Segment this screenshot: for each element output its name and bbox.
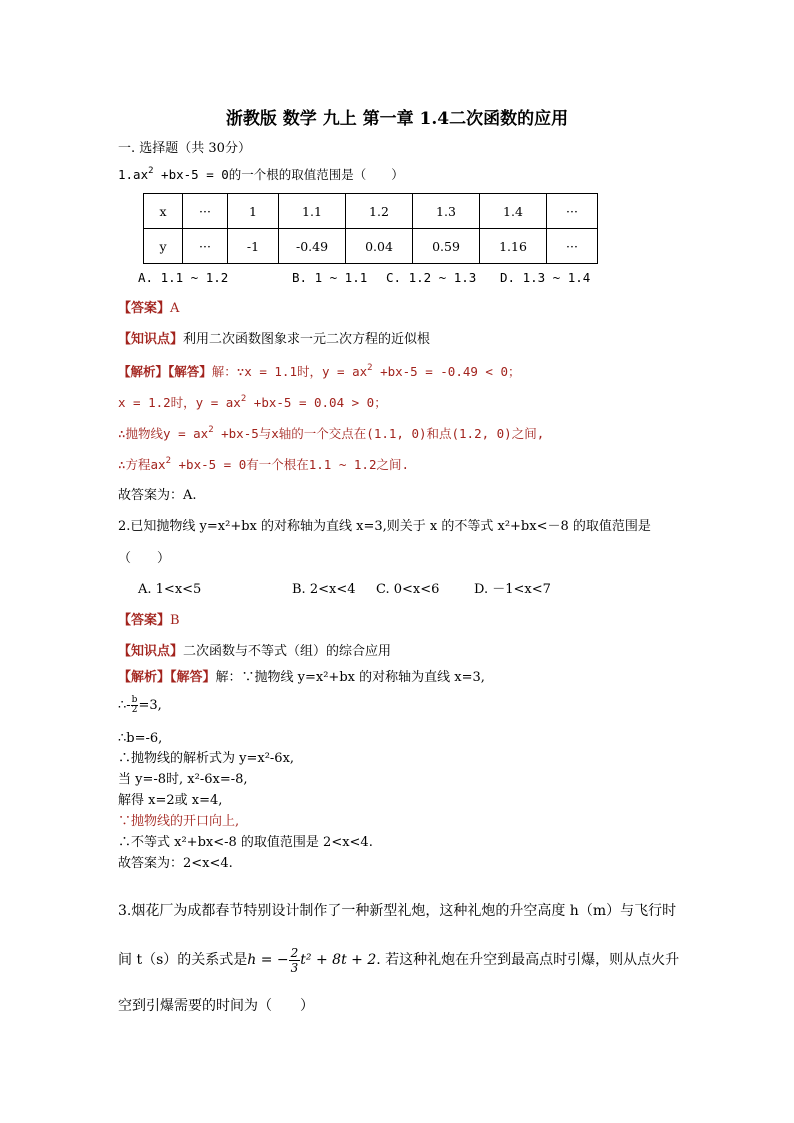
table-cell: 0.59 — [413, 229, 480, 264]
fraction: $\frac{b}{2}$ — [131, 695, 138, 715]
table-cell: ··· — [547, 229, 598, 264]
q2-solution-line: 当 y=-8时, x²-6x=-8, — [118, 772, 248, 787]
q3-stem-line: 间 t（s）的关系式是h = − $\frac{2}{3}t^2 + 8t + 2$. 若这种礼炮在升空到最高点时引爆，则从点火升 — [118, 945, 680, 975]
table-cell: 1.1 — [279, 194, 346, 229]
fraction: $\frac{2}{3}$ — [290, 945, 299, 975]
q2-solution-line: ∴不等式 x²+bx<-8 的取值范围是 2<x<4. — [118, 835, 373, 850]
table-cell: y — [144, 229, 183, 264]
q2-option-d: D. －1<x<7 — [474, 582, 551, 597]
q2-solution-line: ∴b=-6, — [118, 731, 163, 746]
table-cell: 0.04 — [346, 229, 413, 264]
q1-option-a: A. 1.1 ~ 1.2 — [138, 270, 229, 285]
table-cell: 1.2 — [346, 194, 413, 229]
q3-stem-line: 3.烟花厂为成都春节特别设计制作了一种新型礼炮，这种礼炮的升空高度 h（m）与飞行时 — [118, 903, 677, 919]
page-title: 浙教版 数学 九上 第一章 1.4二次函数的应用 — [225, 109, 569, 129]
table-cell: -0.49 — [279, 229, 346, 264]
q2-solution-line: ∴抛物线的解析式为 y=x²-6x, — [118, 751, 295, 766]
q3-stem-line: 空到引爆需要的时间为（ ） — [118, 998, 314, 1014]
q2-solution-line: 解得 x=2或 x=4, — [118, 793, 223, 808]
table-cell: 1.3 — [413, 194, 480, 229]
table-cell: 1.16 — [480, 229, 547, 264]
q1-solution-line: 【解析】【解答】解：∵x = 1.1时，$y = ax^2 +bx-5 = -0.49 < 0$； — [118, 363, 521, 379]
table-row — [144, 194, 598, 229]
q1-solution-line: ∴方程$ax^2 +bx-5 = 0$有一个根在1.1 ~ 1.2之间. — [118, 456, 410, 472]
q1-option-c: C. 1.2 ~ 1.3 — [386, 270, 477, 285]
table-row — [144, 229, 598, 264]
q1-solution-line: ∴抛物线$y = ax^2 +bx-5$与x轴的一个交点在(1.1, 0)和点(1.2, 0)之间, — [118, 425, 545, 441]
q1-value-table — [143, 193, 598, 264]
q2-knowledge-point: 【知识点】二次函数与不等式（组）的综合应用 — [118, 644, 392, 659]
table-cell: 1.4 — [480, 194, 547, 229]
table-cell: 1 — [228, 194, 279, 229]
q2-option-c: C. 0<x<6 — [376, 582, 440, 597]
q2-answer: 【答案】B — [118, 613, 180, 628]
q1-final-answer: 故答案为：A. — [118, 488, 197, 503]
q1-option-d: D. 1.3 ~ 1.4 — [500, 270, 591, 285]
q1-option-b: B. 1 ~ 1.1 — [292, 270, 368, 285]
table-cell: ··· — [183, 229, 228, 264]
q2-option-a: A. 1<x<5 — [138, 582, 202, 597]
q1-knowledge-point: 【知识点】利用二次函数图象求一元二次方程的近似根 — [118, 332, 431, 347]
q2-solution-line: ∵抛物线的开口向上, — [118, 814, 240, 829]
q2-stem: 2.已知抛物线 y=x²+bx 的对称轴为直线 x=3,则关于 x 的不等式 x²+bx<－8 的取值范围是 — [118, 519, 651, 534]
q2-final-answer: 故答案为：2<x<4. — [118, 856, 233, 871]
table-cell: ··· — [547, 194, 598, 229]
q1-answer: 【答案】A — [118, 301, 180, 316]
section-heading: 一. 选择题（共 30分） — [118, 141, 251, 156]
q1-solution-line: x = 1.2时，$y = ax^2 +bx-5 = 0.04 > 0$； — [118, 394, 387, 410]
q2-option-b: B. 2<x<4 — [292, 582, 356, 597]
table-cell: -1 — [228, 229, 279, 264]
table-cell: x — [144, 194, 183, 229]
q1-stem: $1.ax^2 +bx-5 = 0$的一个根的取值范围是（ ） — [118, 166, 404, 182]
q2-solution-line: 【解析】【解答】解：∵抛物线 y=x²+bx 的对称轴为直线 x=3, — [118, 670, 485, 685]
q2-stem-paren: （ ） — [118, 551, 171, 566]
table-cell: ··· — [183, 194, 228, 229]
q2-solution-line: ∴- $\frac{b}{2}$ =3, — [118, 695, 162, 715]
